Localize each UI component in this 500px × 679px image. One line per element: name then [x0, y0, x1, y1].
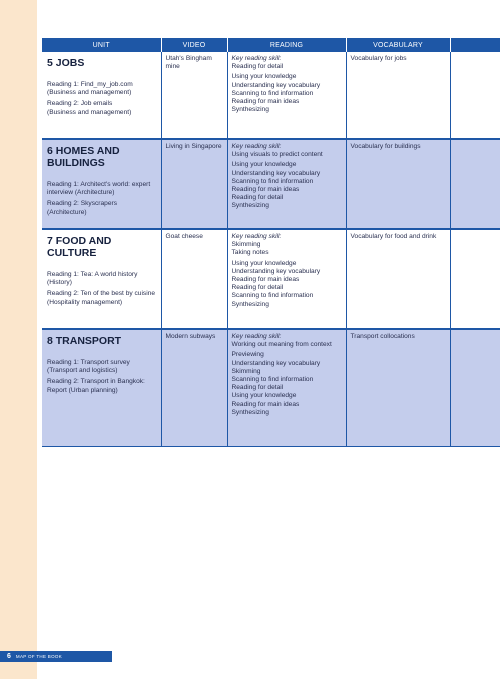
- reading-skill: Understanding key vocabulary: [231, 267, 321, 275]
- key-skill-label: Key reading skill:: [231, 233, 282, 240]
- reading-cell: [227, 139, 346, 229]
- table-row: [42, 229, 500, 329]
- key-skill-label: Key reading skill:: [231, 333, 282, 340]
- table-row: [42, 52, 500, 139]
- vocabulary-cell: Transport collocations: [346, 329, 450, 446]
- reading-skill: Using your knowledge: [231, 161, 297, 169]
- footer-section-title: MAP OF THE BOOK: [15, 654, 62, 659]
- extra-cell: [450, 52, 500, 139]
- reading-text: Reading 2: Transport in Bangkok: Report (Urban planning): [47, 378, 145, 394]
- reading-text: (Hospitality management): [47, 298, 123, 306]
- reading-text: (Business and management): [47, 108, 132, 116]
- video-cell: Goat cheese: [161, 229, 227, 329]
- reading-skill: Reading for detail: [231, 284, 284, 292]
- reading-skill: Scanning to find information: [231, 376, 314, 384]
- table-row: [42, 139, 500, 229]
- reading-skill: Scanning to find information: [231, 89, 314, 97]
- key-skill: Skimming: [231, 241, 261, 249]
- unit-cell: [42, 139, 161, 229]
- key-skill: Reading for detail: [231, 63, 284, 71]
- header-video: VIDEO: [161, 38, 227, 52]
- key-skill-label: Key reading skill:: [231, 143, 282, 150]
- reading-text: Reading 1: Architect's world: expert interview (Architecture): [47, 181, 151, 197]
- reading-text: Reading 1: Find_my_job.com: [47, 81, 133, 88]
- reading-skill: Synthesizing: [231, 408, 269, 416]
- reading-text: (Business and management): [47, 89, 132, 97]
- page-footer: [0, 651, 112, 662]
- key-skill: Working out meaning from context: [231, 341, 332, 349]
- table-row: [42, 329, 500, 446]
- unit-cell: [42, 52, 161, 139]
- reading-cell: [227, 329, 346, 446]
- video-cell: Living in Singapore: [161, 139, 227, 229]
- unit-title: 6 HOMES AND BUILDINGS: [47, 145, 120, 169]
- reading-skill: Synthesizing: [231, 202, 269, 210]
- vocabulary-cell: Vocabulary for buildings: [346, 139, 450, 229]
- unit-reading: [47, 100, 157, 116]
- reading-skill: Scanning to find information: [231, 292, 314, 300]
- unit-reading: [47, 200, 157, 216]
- table-header-row: [42, 38, 500, 52]
- header-unit: UNIT: [42, 38, 161, 52]
- reading-skill: Reading for main ideas: [231, 98, 300, 106]
- unit-reading: [47, 359, 157, 375]
- header-extra: [450, 38, 500, 52]
- unit-title: 7 FOOD AND CULTURE: [47, 235, 112, 259]
- reading-skill: Understanding key vocabulary: [231, 359, 321, 367]
- unit-reading: [47, 378, 157, 394]
- video-cell: Utah's Bingham mine: [161, 52, 227, 139]
- reading-skill: Skimming: [231, 367, 261, 375]
- video-cell: Modern subways: [161, 329, 227, 446]
- extra-cell: [450, 139, 500, 229]
- reading-cell: [227, 229, 346, 329]
- reading-skill: Synthesizing: [231, 106, 269, 114]
- header-vocabulary: VOCABULARY: [346, 38, 450, 52]
- key-skill: Taking notes: [231, 249, 269, 257]
- unit-cell: [42, 229, 161, 329]
- reading-skill: Using your knowledge: [231, 392, 297, 400]
- decorative-side-band: [0, 0, 37, 679]
- reading-skill: Reading for main ideas: [231, 186, 300, 194]
- unit-reading: [47, 271, 157, 287]
- reading-text: Reading 1: Transport survey (Transport and logistics): [47, 359, 130, 375]
- key-skill-label: Key reading skill:: [231, 55, 282, 62]
- reading-text: Reading 2: Ten of the best by cuisine: [47, 290, 156, 298]
- reading-text: Reading 2: Job emails: [47, 100, 113, 108]
- vocabulary-cell: Vocabulary for food and drink: [346, 229, 450, 329]
- reading-skill: Using your knowledge: [231, 259, 297, 267]
- reading-skill: Understanding key vocabulary: [231, 169, 321, 177]
- reading-skill: Previewing: [231, 351, 264, 359]
- reading-skill: Reading for main ideas: [231, 400, 300, 408]
- extra-cell: [450, 229, 500, 329]
- reading-skill: Synthesizing: [231, 300, 269, 308]
- unit-cell: [42, 329, 161, 446]
- key-skill: Using visuals to predict content: [231, 151, 323, 159]
- map-of-book-table: [42, 38, 500, 447]
- reading-text: Reading 1: Tea: A world history (History): [47, 271, 138, 287]
- reading-skill: Reading for main ideas: [231, 276, 300, 284]
- reading-skill: Reading for detail: [231, 384, 284, 392]
- unit-reading: [47, 81, 157, 97]
- reading-cell: [227, 52, 346, 139]
- reading-skill: Understanding key vocabulary: [231, 81, 321, 89]
- header-reading: READING: [227, 38, 346, 52]
- unit-title: 8 TRANSPORT: [47, 335, 122, 347]
- extra-cell: [450, 329, 500, 446]
- reading-skill: Scanning to find information: [231, 177, 314, 185]
- reading-text: Reading 2: Skyscrapers (Architecture): [47, 200, 118, 216]
- unit-reading: [47, 290, 157, 306]
- reading-skill: Reading for detail: [231, 194, 284, 202]
- reading-skill: Using your knowledge: [231, 73, 297, 81]
- vocabulary-cell: Vocabulary for jobs: [346, 52, 450, 139]
- page-number: 6: [7, 653, 11, 660]
- unit-reading: [47, 181, 157, 197]
- unit-title: 5 JOBS: [47, 57, 85, 69]
